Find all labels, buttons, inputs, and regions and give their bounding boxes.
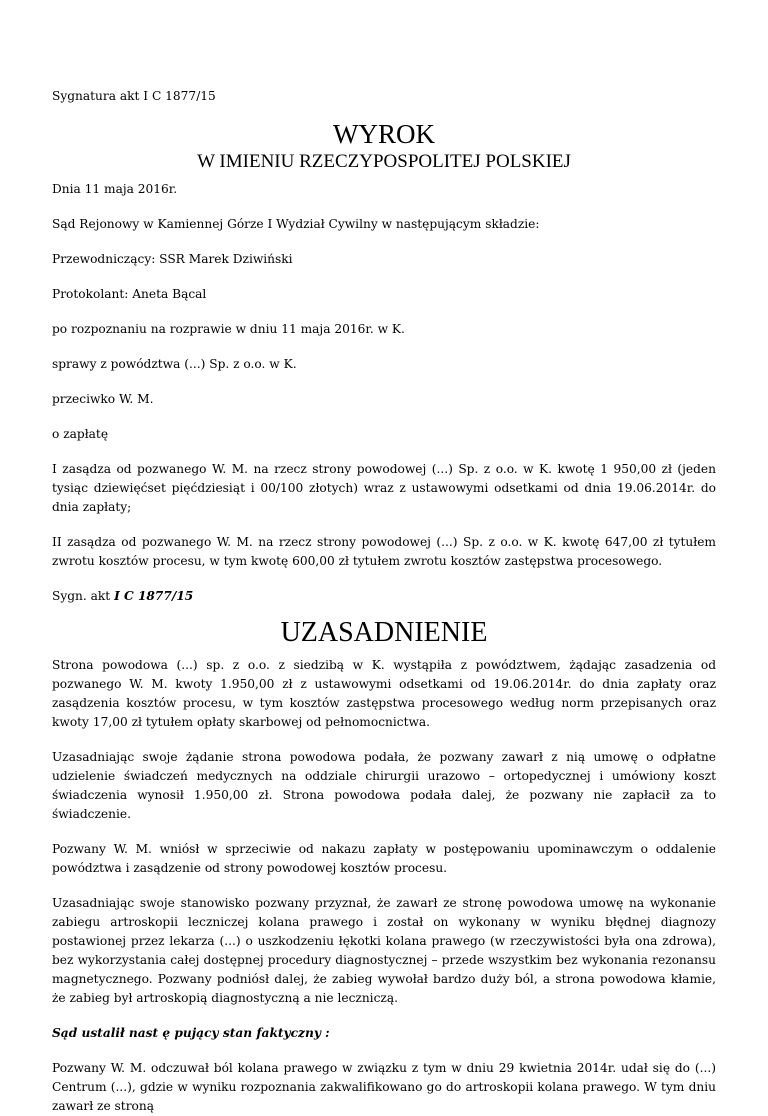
justification-paragraph-4: Uzasadniając swoje stanowisko pozwany przyznał, że zawarł ze stronę powodowa umowę na wykonanie zabiegu artroskopii leczniczej kolana prawego i został on wykonany w wyniku błędnej diagnozy postawionej przez lekarza (...) o uszkodzeniu łękotki kolana prawego (w rzeczywistości była ona zdrowa), bez wykorzystania całej dostępnej procedury diagnostycznej – przede wszystkim bez wykonania rezonansu magnetycznego. Pozwany podniósł dalej, że zabieg wywołał bardzo duży ból, a strona powodowa kłamie, że zabieg był artroskopią diagnostyczną a nie leczniczą.: [52, 896, 716, 1005]
justification-paragraph-3: Pozwany W. M. wniósł w sprzeciwie od nakazu zapłaty w postępowaniu upominawczym o oddalenie powództwa i zasądzenie od strony powodowej kosztów procesu.: [52, 842, 716, 875]
judgment-subtitle: W IMIENIU RZECZYPOSPOLITEJ POLSKIEJ: [197, 151, 571, 172]
ruling-point-2: II zasądza od pozwanego W. M. na rzecz strony powodowej (...) Sp. z o.o. w K. kwotę 647,00 zł tytułem zwrotu kosztów procesu, w tym kwotę 600,00 zł tytułem zwrotu kosztów zastępstwa procesowego.: [52, 535, 716, 568]
justification-title: UZASADNIENIE: [280, 617, 488, 648]
facts-heading: Sąd ustalił nast ę pujący stan faktyczny :: [52, 1026, 330, 1040]
justification-signature: [52, 587, 716, 606]
hearing-info: po rozpoznaniu na rozprawie w dniu 11 maja 2016r. w K.: [52, 322, 405, 336]
case-subject: o zapłatę: [52, 427, 109, 441]
presiding-judge: Przewodniczący: SSR Marek Dziwiński: [52, 252, 293, 266]
justification-paragraph-5: Pozwany W. M. odczuwał ból kolana prawego w związku z tym w dniu 29 kwietnia 2014r. udał się do (...) Centrum (...), gdzie w wyniku rozpoznania zakwalifikowano go do artroskopii kolana prawego. W tym dniu zawarł ze stroną: [52, 1061, 716, 1113]
sygn-prefix: Sygn. akt: [52, 589, 115, 603]
justification-paragraph-1: Strona powodowa (...) sp. z o.o. z siedzibą w K. wystąpiła z powództwem, żądając zasadzenia od pozwanego W. M. kwoty 1.950,00 zł z ustawowymi odsetkami od 19.06.2014r. do dnia zapłaty oraz zasądzenia kosztów procesu, w tym kosztów zastępstwa procesowego według norm przepisanych oraz kwoty 17,00 zł tytułem opłaty skarbowej od pełnomocnictwa.: [52, 658, 716, 729]
ruling-point-1: I zasądza od pozwanego W. M. na rzecz strony powodowej (...) Sp. z o.o. w K. kwotę 1 950,00 zł (jeden tysiąc dziewięćset pięćdziesiąt i 00/100 złotych) wraz z ustawowymi odsetkami od dnia 19.06.2014r. do dnia zapłaty;: [52, 462, 716, 514]
judgment-date: Dnia 11 maja 2016r.: [52, 182, 178, 196]
court-composition: Sąd Rejonowy w Kamiennej Górze I Wydział Cywilny w następującym składzie:: [52, 217, 540, 231]
case-plaintiff: sprawy z powództwa (...) Sp. z o.o. w K.: [52, 357, 297, 371]
case-defendant: przeciwko W. M.: [52, 392, 154, 406]
justification-paragraph-2: Uzasadniając swoje żądanie strona powodowa podała, że pozwany zawarł z nią umowę o odpłatne udzielenie świadczeń medycznych na oddziale chirurgii urazowo – ortopedycznej i umówiony koszt świadczenia wynosił 1.950,00 zł. Strona powodowa podała dalej, że pozwany nie zapłacił za to świadczenie.: [52, 750, 716, 821]
case-signature: Sygnatura akt I C 1877/15: [52, 89, 216, 103]
court-clerk: Protokolant: Aneta Bącal: [52, 287, 207, 301]
judgment-title: WYROK: [333, 119, 435, 149]
sygn-value: I C 1877/15: [114, 589, 194, 603]
document-page: [52, 0, 716, 1113]
